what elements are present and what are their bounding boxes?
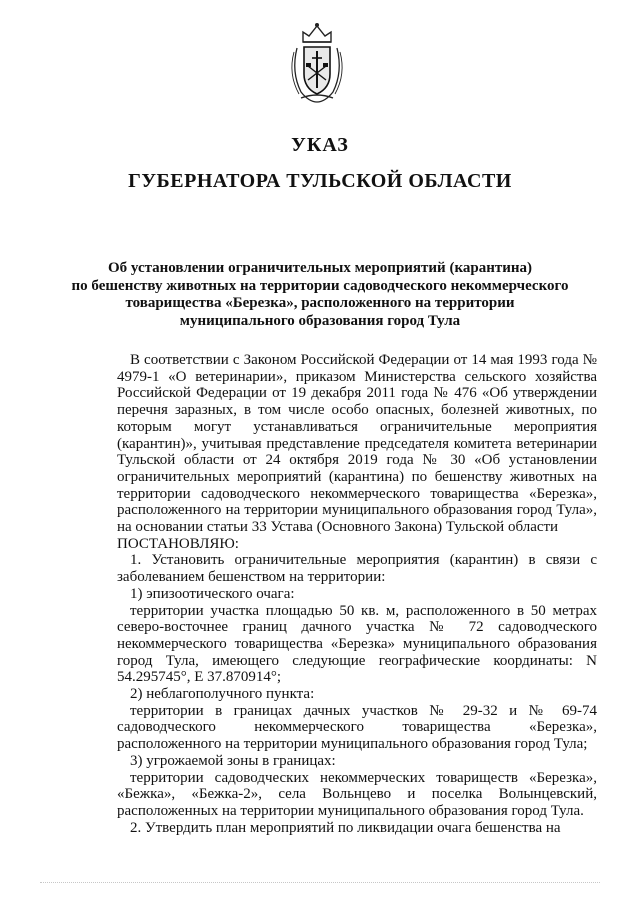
item-2-paragraph: 2. Утвердить план мероприятий по ликвидации очага бешенства на xyxy=(130,819,561,836)
item-1-paragraph: 1. Установить ограничительные мероприятия (карантин) в связи с заболеванием бешенством на территории: xyxy=(117,552,597,586)
subitem-1-text: территории участка площадью 50 кв. м, расположенного в 50 метрах северо-восточнее границ дачного участка № 72 садоводческого некоммерческого товарищества «Березка» муниципального образования город Тула, имеющего следующие географические координаты: N 54.295745°, E 37.870914°; xyxy=(117,602,597,686)
scan-noise-divider xyxy=(40,882,600,889)
subitem-3-text: территории садоводческих некоммерческих товариществ «Березка», «Бежка», «Бежка-2», села Вольнцево и поселка Волынцевский, расположенных на территории муниципального образования город Тула. xyxy=(117,769,597,819)
title-line: Об установлении ограничительных мероприятий (карантина) xyxy=(107,260,532,276)
subitem-3-title: 3) угрожаемой зоны в границах: xyxy=(130,752,336,769)
title-line: товарищества «Березка», расположенного на территории xyxy=(125,295,515,311)
decree-word: ПОСТАНОВЛЯЮ: xyxy=(117,535,239,552)
tula-coat-of-arms-icon xyxy=(287,22,347,104)
decree-title xyxy=(70,260,570,330)
subitem-2-title: 2) неблагополучного пункта: xyxy=(130,686,315,703)
issuer-heading: ГУБЕРНАТОРА ТУЛЬСКОЙ ОБЛАСТИ xyxy=(128,170,512,192)
preamble-paragraph: В соответствии с Законом Российской Федерации от 14 мая 1993 года № 4979-1 «О ветеринарии», приказом Министерства сельского хозяйства Российской Федерации от 19 декабря 2011 года № 476 «Об утверждении перечня заразных, в том числе особо опасных, болезней животных, по которым могут устанавливаться ограничительные мероприятия (карантин)», учитывая представление председателя комитета ветеринарии Тульской области от 24 октября 2019 года № 30 «Об установлении ограничительных мероприятий (карантина) по бешенству животных на территории садоводческого некоммерческого товарищества «Березка», расположенного на территории муниципального образования город Тула», на основании статьи 33 Устава (Основного Закона) Тульской области xyxy=(117,352,597,536)
title-line: муниципального образования город Тула xyxy=(179,312,461,329)
title-line: по бешенству животных на территории садоводческого некоммерческого xyxy=(71,277,569,294)
subitem-2-text: территории в границах дачных участков № 29-32 и № 69-74 садоводческого некоммерческого товарищества «Березка», расположенного на территории муниципального образования город Тула; xyxy=(117,702,597,753)
subitem-1-title: 1) эпизоотического очага: xyxy=(130,585,295,602)
document-type-heading: УКАЗ xyxy=(291,134,349,156)
decree-body xyxy=(117,352,597,836)
